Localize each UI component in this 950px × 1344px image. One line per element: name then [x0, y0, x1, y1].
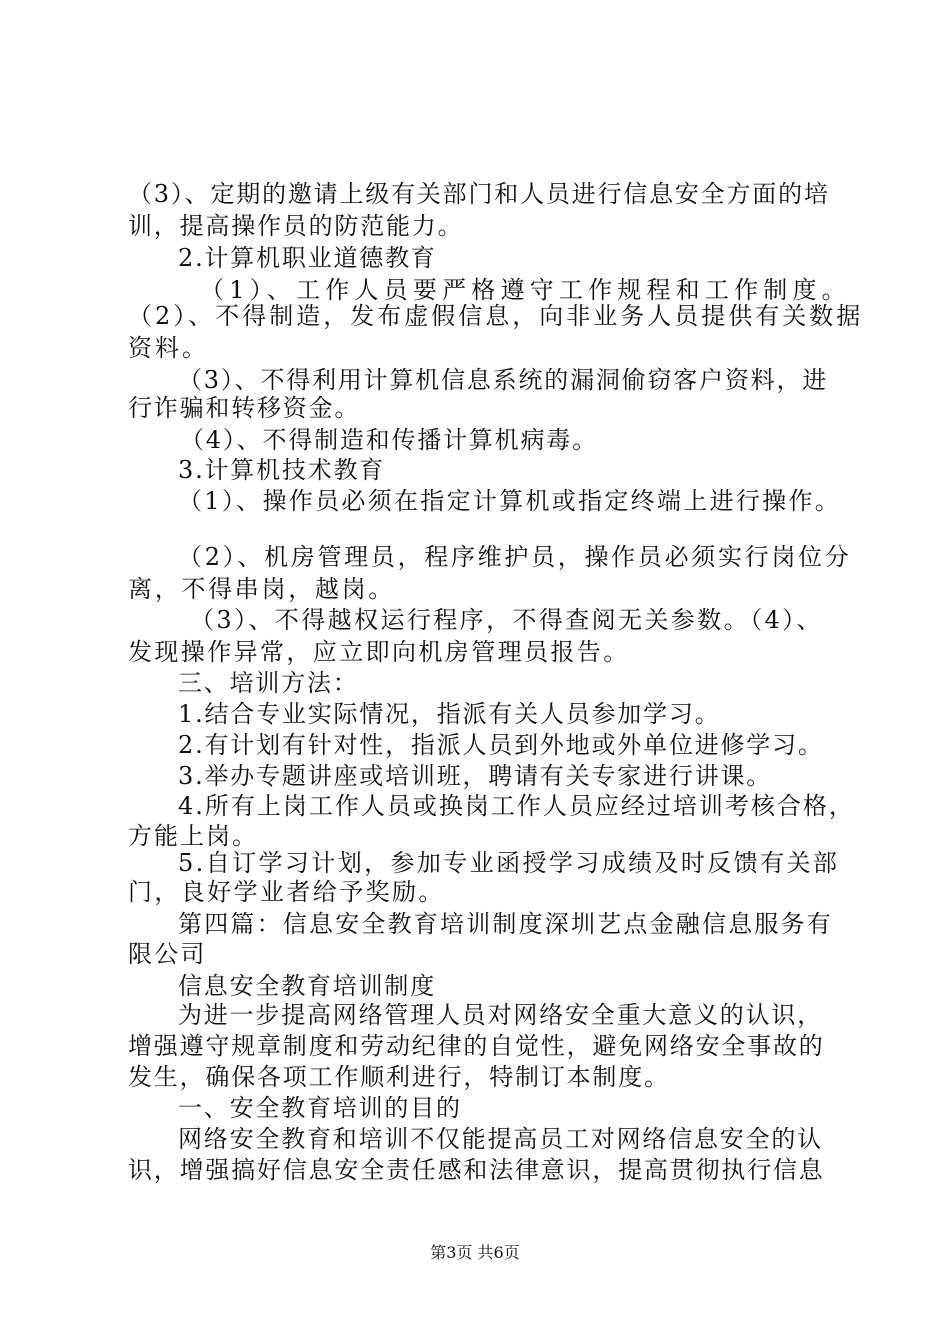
- section-heading: 一、安全教育培训的目的: [178, 1094, 462, 1122]
- text-line: （1）、操作员必须在指定计算机或指定终端上进行操作。: [178, 487, 842, 515]
- text-line: 5.自订学习计划，参加专业函授学习成绩及时反馈有关部: [178, 849, 840, 877]
- text-line: 1.结合专业实际情况，指派有关人员参加学习。: [178, 700, 721, 728]
- page-footer: 第3页 共6页: [430, 1243, 520, 1262]
- text-line: 方能上岗。: [128, 822, 258, 850]
- text-line: （3）、定期的邀请上级有关部门和人员进行信息安全方面的培: [128, 180, 830, 208]
- text-line: 增强遵守规章制度和劳动纪律的自觉性，避免网络安全事故的: [128, 1032, 825, 1060]
- text-line: （1）、工作人员要严格遵守工作规程和工作制度。: [200, 276, 851, 304]
- text-line: 发现操作异常，应立即向机房管理员报告。: [128, 638, 630, 666]
- section-heading: 信息安全教育培训制度: [178, 972, 436, 1000]
- text-line: （2）、不得制造，发布虚假信息，向非业务人员提供有关数据: [128, 302, 864, 330]
- section-heading: 2.计算机职业道德教育: [178, 244, 437, 272]
- text-line: 行诈骗和转移资金。: [128, 394, 361, 422]
- text-line: 识，增强搞好信息安全责任感和法律意识，提高贯彻执行信息: [128, 1156, 825, 1184]
- text-line: （4）、不得制造和传播计算机病毒。: [180, 426, 598, 454]
- text-line: （3）、不得越权运行程序，不得查阅无关参数。（4）、: [190, 606, 823, 634]
- text-line: 离，不得串岗，越岗。: [128, 575, 395, 603]
- text-line: 限公司: [128, 940, 207, 968]
- text-line: 3.举办专题讲座或培训班，聘请有关专家进行讲课。: [178, 762, 773, 790]
- text-line: 门，良好学业者给予奖励。: [128, 878, 445, 906]
- text-line: （2）、机房管理员，程序维护员，操作员必须实行岗位分: [178, 543, 852, 571]
- section-heading: 三、培训方法：: [178, 669, 359, 697]
- text-line: 发生，确保各项工作顺利进行，特制订本制度。: [128, 1063, 670, 1091]
- section-heading: 第四篇：信息安全教育培训制度深圳艺点金融信息服务有: [178, 910, 833, 938]
- text-line: 4.所有上岗工作人员或换岗工作人员应经过培训考核合格，: [178, 792, 855, 820]
- text-line: 训，提高操作员的防范能力。: [128, 212, 464, 240]
- text-line: 网络安全教育和培训不仅能提高员工对网络信息安全的认: [178, 1125, 823, 1153]
- text-line: 资料。: [128, 334, 209, 362]
- text-line: 2.有计划有针对性，指派人员到外地或外单位进修学习。: [178, 731, 824, 759]
- text-line: （3）、不得利用计算机信息系统的漏洞偷窃客户资料，进: [178, 366, 829, 394]
- section-heading: 3.计算机技术教育: [178, 456, 386, 484]
- text-line: 为进一步提高网络管理人员对网络安全重大意义的认识，: [178, 1001, 823, 1029]
